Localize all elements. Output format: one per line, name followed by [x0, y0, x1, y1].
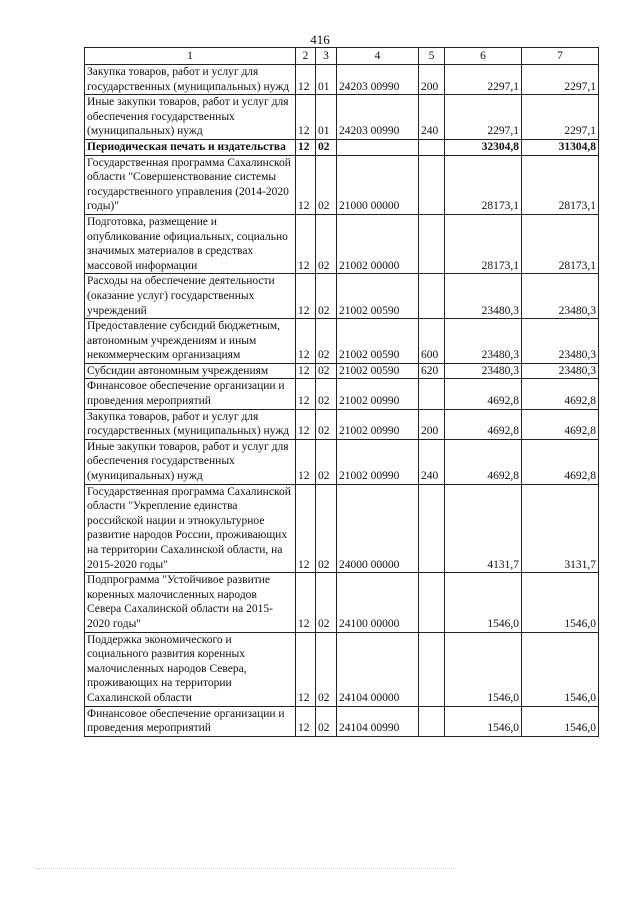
row-amount-6: 1546,0 [445, 706, 522, 736]
row-name: Закупка товаров, работ и услуг для государственных (муниципальных) нужд [85, 409, 296, 439]
row-amount-7: 1546,0 [522, 632, 599, 706]
row-amount-7: 23480,3 [522, 274, 599, 319]
row-amount-6: 4692,8 [445, 439, 522, 484]
row-amount-6: 32304,8 [445, 139, 522, 155]
row-amount-7: 2297,1 [522, 95, 599, 140]
header-col-1: 1 [85, 48, 296, 65]
header-col-6: 6 [445, 48, 522, 65]
row-expense-type: 240 [419, 439, 445, 484]
header-col-4: 4 [337, 48, 419, 65]
row-amount-6: 23480,3 [445, 363, 522, 379]
row-amount-7: 4692,8 [522, 379, 599, 409]
row-expense-type [419, 632, 445, 706]
table-row [85, 274, 599, 319]
header-col-2: 2 [296, 48, 316, 65]
table-row [85, 439, 599, 484]
row-subsection: 01 [316, 95, 337, 140]
row-name: Финансовое обеспечение организации и проведения мероприятий [85, 706, 296, 736]
row-amount-7: 4692,8 [522, 439, 599, 484]
row-amount-6: 1546,0 [445, 632, 522, 706]
row-expense-type: 620 [419, 363, 445, 379]
row-section: 12 [296, 439, 316, 484]
table-row [85, 632, 599, 706]
row-amount-7: 3131,7 [522, 484, 599, 573]
row-name: Финансовое обеспечение организации и проведения мероприятий [85, 379, 296, 409]
row-target-article: 21002 00990 [337, 379, 419, 409]
row-subsection: 02 [316, 484, 337, 573]
page-edge-divider [36, 868, 456, 870]
table-row [85, 484, 599, 573]
row-section: 12 [296, 632, 316, 706]
row-expense-type: 200 [419, 409, 445, 439]
row-section: 12 [296, 363, 316, 379]
row-target-article: 21002 00590 [337, 274, 419, 319]
row-name: Периодическая печать и издательства [85, 139, 296, 155]
row-amount-7: 28173,1 [522, 214, 599, 273]
row-expense-type [419, 484, 445, 573]
row-name: Государственная программа Сахалинской области "Укрепление единства российской нации и этнокультурное развитие народов России, проживающих на территории Сахалинской области, на 2015-2020 годы" [85, 484, 296, 573]
row-expense-type [419, 139, 445, 155]
row-amount-7: 23480,3 [522, 319, 599, 364]
row-name: Государственная программа Сахалинской области "Совершенствование системы государственного управления (2014-2020 годы)" [85, 155, 296, 214]
table-row [85, 319, 599, 364]
row-section: 12 [296, 319, 316, 364]
row-subsection: 02 [316, 274, 337, 319]
row-expense-type: 200 [419, 65, 445, 95]
row-expense-type [419, 214, 445, 273]
row-subsection: 02 [316, 379, 337, 409]
row-section: 12 [296, 484, 316, 573]
table-row [85, 214, 599, 273]
row-target-article [337, 139, 419, 155]
row-subsection: 02 [316, 632, 337, 706]
row-target-article: 21002 00000 [337, 214, 419, 273]
row-amount-6: 23480,3 [445, 319, 522, 364]
header-col-5: 5 [419, 48, 445, 65]
table-row [85, 95, 599, 140]
row-amount-6: 1546,0 [445, 573, 522, 632]
table-row [85, 65, 599, 95]
row-target-article: 24000 00000 [337, 484, 419, 573]
table-row [85, 363, 599, 379]
row-amount-7: 28173,1 [522, 155, 599, 214]
row-subsection: 02 [316, 363, 337, 379]
row-expense-type: 240 [419, 95, 445, 140]
table-row [85, 706, 599, 736]
row-subsection: 02 [316, 214, 337, 273]
header-col-7: 7 [522, 48, 599, 65]
row-name: Расходы на обеспечение деятельности (оказание услуг) государственных учреждений [85, 274, 296, 319]
row-name: Предоставление субсидий бюджетным, автономным учреждениям и иным некоммерческим организациям [85, 319, 296, 364]
row-target-article: 24104 00000 [337, 632, 419, 706]
row-subsection: 02 [316, 573, 337, 632]
row-target-article: 21002 00990 [337, 409, 419, 439]
table-body [85, 65, 599, 737]
row-section: 12 [296, 274, 316, 319]
row-name: Субсидии автономным учреждениям [85, 363, 296, 379]
row-name: Закупка товаров, работ и услуг для государственных (муниципальных) нужд [85, 65, 296, 95]
row-expense-type [419, 706, 445, 736]
row-subsection: 02 [316, 439, 337, 484]
row-name: Подпрограмма "Устойчивое развитие коренных малочисленных народов Севера Сахалинской области на 2015-2020 годы" [85, 573, 296, 632]
row-subsection: 02 [316, 409, 337, 439]
row-amount-7: 23480,3 [522, 363, 599, 379]
table-row [85, 155, 599, 214]
row-target-article: 24203 00990 [337, 65, 419, 95]
row-name: Поддержка экономического и социального развития коренных малочисленных народов Севера, проживающих на территории Сахалинской области [85, 632, 296, 706]
row-target-article: 21000 00000 [337, 155, 419, 214]
row-name: Иные закупки товаров, работ и услуг для обеспечения государственных (муниципальных) нужд [85, 95, 296, 140]
row-expense-type [419, 379, 445, 409]
row-section: 12 [296, 155, 316, 214]
header-col-3: 3 [316, 48, 337, 65]
table-row [85, 139, 599, 155]
row-amount-6: 2297,1 [445, 65, 522, 95]
row-section: 12 [296, 409, 316, 439]
row-target-article: 24100 00000 [337, 573, 419, 632]
row-section: 12 [296, 706, 316, 736]
row-amount-6: 23480,3 [445, 274, 522, 319]
row-expense-type [419, 155, 445, 214]
row-amount-6: 28173,1 [445, 214, 522, 273]
row-section: 12 [296, 379, 316, 409]
row-subsection: 02 [316, 319, 337, 364]
table-row [85, 573, 599, 632]
row-subsection: 02 [316, 706, 337, 736]
row-amount-7: 1546,0 [522, 573, 599, 632]
table-row [85, 379, 599, 409]
row-amount-6: 2297,1 [445, 95, 522, 140]
row-subsection: 01 [316, 65, 337, 95]
row-amount-7: 31304,8 [522, 139, 599, 155]
row-subsection: 02 [316, 139, 337, 155]
row-name: Иные закупки товаров, работ и услуг для обеспечения государственных (муниципальных) нужд [85, 439, 296, 484]
table-header-row [85, 48, 599, 65]
row-subsection: 02 [316, 155, 337, 214]
table-row [85, 409, 599, 439]
row-section: 12 [296, 573, 316, 632]
row-target-article: 21002 00990 [337, 439, 419, 484]
row-target-article: 21002 00590 [337, 319, 419, 364]
page-number: 416 [310, 32, 330, 47]
row-amount-6: 28173,1 [445, 155, 522, 214]
row-target-article: 21002 00590 [337, 363, 419, 379]
budget-table [84, 47, 599, 737]
row-amount-7: 2297,1 [522, 65, 599, 95]
row-section: 12 [296, 139, 316, 155]
row-target-article: 24104 00990 [337, 706, 419, 736]
row-amount-6: 4692,8 [445, 379, 522, 409]
row-amount-7: 4692,8 [522, 409, 599, 439]
row-expense-type: 600 [419, 319, 445, 364]
row-section: 12 [296, 65, 316, 95]
row-amount-7: 1546,0 [522, 706, 599, 736]
row-expense-type [419, 573, 445, 632]
row-name: Подготовка, размещение и опубликование официальных, социально значимых материалов в средствах массовой информации [85, 214, 296, 273]
row-section: 12 [296, 214, 316, 273]
row-expense-type [419, 274, 445, 319]
row-amount-6: 4131,7 [445, 484, 522, 573]
row-amount-6: 4692,8 [445, 409, 522, 439]
row-section: 12 [296, 95, 316, 140]
row-target-article: 24203 00990 [337, 95, 419, 140]
